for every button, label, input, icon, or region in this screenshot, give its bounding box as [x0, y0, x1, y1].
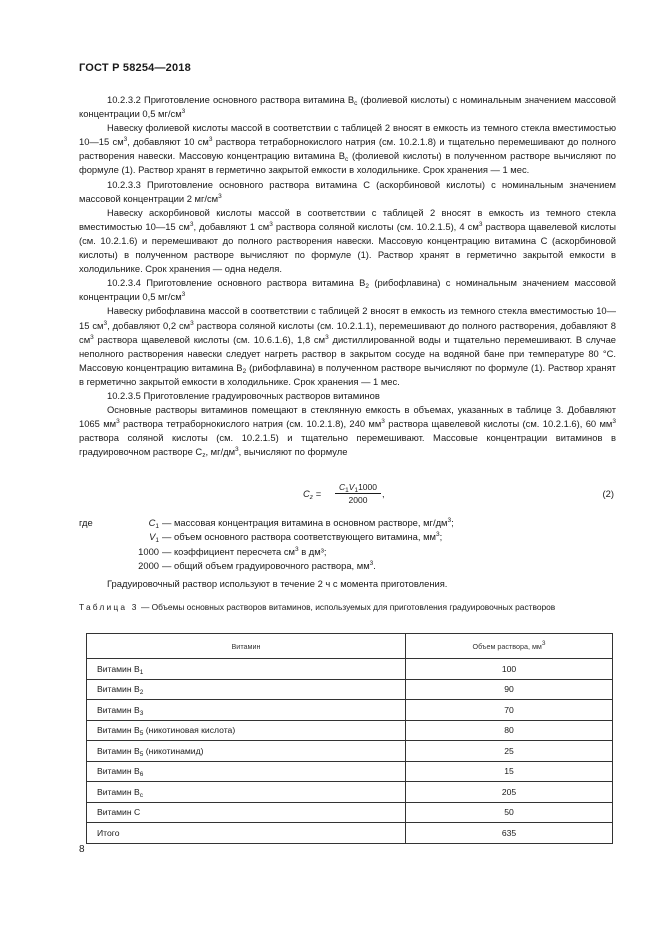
vitamin-name-cell: Витамин $B_6$ [87, 761, 406, 782]
formula-lhs: $C_z$ = [303, 488, 322, 501]
vitamin-name-cell: Итого [87, 823, 406, 844]
volume-value-cell: 15 [406, 761, 613, 782]
table-row [87, 761, 613, 782]
definition-row: 2000 — общий объем градуировочного раствора, $мм^3$. [138, 559, 376, 571]
definition-row: где $C_1$ — массовая концентрация витамина в основном растворе, $мг/дм^3$; [79, 517, 454, 530]
volume-value-cell: 50 [406, 802, 613, 823]
volume-value-cell: 25 [406, 741, 613, 762]
column-header-vitamin: Витамин [87, 634, 406, 659]
paragraph: Основные растворы витаминов помещают в стеклянную емкость в объемах, указанных в таблице 3. Добавляют 1065 $мм^3$ раствора тетраборнокислого натрия (см. 10.2.1.8), 240 $мм^3$ раствора щавелевой кислоты (см. 10.2.1.6), 60 $мм^3$ раствора соляной кислоты (см. 10.2.1.5) и тщательно перемешивают. Массовые концентрации витаминов в градуировочном растворе $C_z$, $мг/дм^3$, вычисляют по формуле [79, 404, 616, 460]
table-caption: Таблица 3 — Объемы основных растворов витаминов, используемых для приготовления градуировочных растворов [79, 602, 556, 612]
volume-value-cell: 205 [406, 782, 613, 803]
paragraph: Навеску аскорбиновой кислоты массой в соответствии с таблицей 2 вносят в емкость из темного стекла вместимостью 10—15 $см^3$, добавляют 1 $см^3$ раствора соляной кислоты (см. 10.2.1.5), 4 $см^3$ раствора щавелевой кислоты (см. 10.2.1.6) и перемешивают до полного растворения навески. Массовую концентрацию витамина С (аскорбиновой кислоты) в полученном растворе вычисляют по формуле (1). Раствор хранят в герметично закрытой емкости в холодильнике. Срок хранения — одна неделя. [79, 206, 617, 275]
paragraph: 10.2.3.2 Приготовление основного раствора витамина $B_c$ (фолиевой кислоты) с номинальным значением массовой концентрации 0,5 $мг/см^3$ [79, 94, 616, 120]
volume-value-cell: 100 [406, 659, 613, 680]
vitamin-name-cell: Витамин $B_2$ [87, 679, 406, 700]
definition-row: $V_1$ — объем основного раствора соответствующего витамина, $мм^3$; [149, 531, 443, 545]
page-number: 8 [79, 844, 85, 855]
vitamin-name-cell: Витамин С [87, 802, 406, 823]
volume-value-cell: 90 [406, 679, 613, 700]
usage-note: Градуировочный раствор используют в течение 2 ч с момента приготовления. [107, 578, 448, 589]
table-row [87, 782, 613, 803]
paragraph: 10.2.3.3 Приготовление основного раствора витамина С (аскорбиновой кислоты) с номинальным значением массовой концентрации 2 $мг/см^3$ [79, 178, 616, 204]
document-header: ГОСТ Р 58254—2018 [79, 62, 191, 74]
vitamin-volume-table [86, 633, 613, 844]
volume-value-cell: 80 [406, 720, 613, 741]
table-row [87, 679, 613, 700]
vitamin-name-cell: Витамин $B_1$ [87, 659, 406, 680]
equation-number: (2) [602, 488, 614, 499]
table-row [87, 700, 613, 721]
volume-value-cell: 70 [406, 700, 613, 721]
body-text [79, 93, 616, 459]
formula-definitions [79, 516, 616, 573]
formula: $C_z$ = $\frac{C_1V_11000}{2000}$ , (2) [303, 482, 614, 505]
table-row [87, 720, 613, 741]
table-row [87, 802, 613, 823]
vitamin-name-cell: Витамин $B_3$ [87, 700, 406, 721]
definition-row: 1000 — коэффициент пересчета $см^3$ в дм³; [138, 545, 327, 557]
table-row [87, 823, 613, 844]
vitamin-name-cell: Витамин $B_5$ (никотиновая кислота) [87, 720, 406, 741]
vitamin-name-cell: Витамин $B_c$ [87, 782, 406, 803]
volume-value-cell: 635 [406, 823, 613, 844]
paragraph: Навеску фолиевой кислоты массой в соответствии с таблицей 2 вносят в емкость из темного стекла вместимостью 10—15 $см^3$, добавляют 10 $см^3$ раствора тетраборнокислого натрия (см. 10.2.1.8) и тщательно перемешивают до полного растворения навески. Массовую концентрацию витамина $B_c$ (фолиевой кислоты) в полученном растворе вычисляют по формуле (1). Раствор хранят в герметично закрытой емкости в холодильнике. Срок хранения — 1 мес. [79, 122, 617, 176]
column-header-volume: Объем раствора, $мм^3$ [406, 634, 613, 659]
vitamin-name-cell: Витамин $B_5$ (никотинамид) [87, 741, 406, 762]
table-header-row [87, 634, 613, 659]
table-row [87, 741, 613, 762]
formula-fraction: $\frac{C_1V_11000}{2000}$ [335, 482, 381, 505]
paragraph: 10.2.3.5 Приготовление градуировочных растворов витаминов [107, 389, 380, 401]
table-row [87, 659, 613, 680]
paragraph: 10.2.3.4 Приготовление основного раствора витамина $B_2$ (рибофлавина) с номинальным значением массовой концентрации 0,5 $мг/см^3$ [79, 277, 616, 303]
paragraph: Навеску рибофлавина массой в соответствии с таблицей 2 вносят в емкость из темного стекла вместимостью 10—15 $см^3$, добавляют 0,2 $см^3$ раствора соляной кислоты (см. 10.2.1.1), перемешивают до полного растворения, добавляют 8 $см^3$ раствора щавелевой кислоты (см. 10.6.1.6), 1,8 $см^3$ дистиллированной воды и тщательно перемешивают. В случае неполного растворения навески следует нагреть раствор в закрытом сосуде на водяной бане при температуре 80 °C. Массовую концентрацию витамина $B_2$ (рибофлавина) в полученном растворе вычисляют по формуле (1). Раствор хранят в герметично закрытой емкости в холодильнике. Срок хранения — 1 мес. [79, 305, 617, 387]
